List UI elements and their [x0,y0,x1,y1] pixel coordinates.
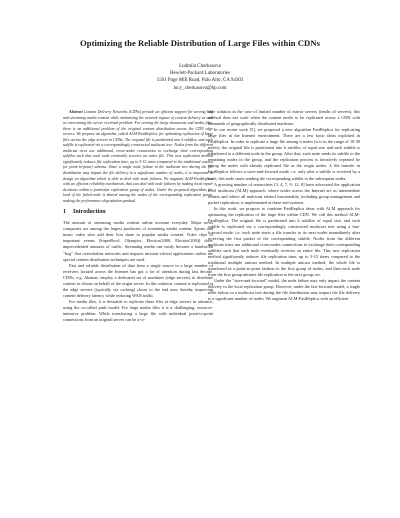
body-paragraph: Fast and reliable distribution of data from a single source to a large number of receivers located across the Internet has got a lot of attention during last decade. CDNs, e.g. Akamai, employ a dedicated set of machines (edge servers) to distribute content to clients on behalf of the origin server. In this solution, content is replicated at the edge servers (typically via caching) closer to the end user, thereby improving content delivery latency while reducing WAN traffic. [63,262,213,298]
abstract-label: Abstract [69,109,83,114]
author-email: lucy_cherkasova@hp.com [173,85,227,91]
section-number: 1 [63,209,66,216]
section-title: Introduction [73,209,106,216]
author-address: 1501 Page Mill Road, Palo Alto, CA 94303 [156,78,244,84]
body-paragraph: Under the "store-and-forward" model, the node failure may only impact the content delivery in the local replication group. However, under the fast-forward model, a single node failure in a multicast tree during the file distribution may impact the file delivery to a significant number of nodes. We augment ALM-FastReplica with an efficient [208,278,360,302]
author-name: Ludmila Cherkasova [179,64,221,69]
paper-title: Optimizing the Reliable Distribution of Large Files within CDNs [80,38,320,48]
abstract-text: Content Delivery Networks (CDNs) provide an efficient support for serving http and streaming media content while minimizing the network impact of content delivery as well as overcoming the server overload problem. For serving the large documents and media files, there is an additional problem of the original content distribution across the CDN edge servers. We propose an algorithm, called ALM-FastReplica, for optimizing replication of large files across the edge servers in CDNs. The original file is partitioned into k subfiles, and each subfile is replicated via a correspondingly constructed multicast tree. Nodes from the different multicast trees use additional, cross-nodes connections to exchange their corresponding subfiles such that each node eventually receives an entire file. This new replication method significantly reduces file replication time, up to 5-15 times compared to the traditional unicast (or point-to-point) schema. Since a single node failure in the multicast tree during the file distribution may impact the file delivery to a significant number of nodes, it is important to design an algorithm which is able to deal with node failures. We augment ALM-FastReplica with an efficient reliability mechanism, that can deal with node failures by making local repair decisions within a particular replication group of nodes. Under the proposed algorithm, the load of the failed node is shared among the nodes of the corresponding replication group, making the performance degradation gradual. [63,109,213,203]
abstract [63,109,213,203]
body-paragraph: In our recent work [5], we proposed a new algorithm FastReplica for replicating large files in the Internet environment. There are a few basic ideas exploited in FastReplica. In order to replicate a large file among n nodes (n is in the range of 10-30 nodes), the original file is partitioned into k subfiles of equal size and each subfile is transferred to a different node in the group. After that, each node sends its subfile to the remaining nodes in the group, and the replication process is iteratively repeated by taking the nodes with already replicated file as the origin nodes. A file transfer in FastReplica follows a store-and-forward mode, i.e. only after a subfile is received by a node, this node starts sending the corresponding subfile to the subsequent nodes. [208,127,360,181]
author-block [0,63,400,92]
author-affiliation: Hewlett-Packard Laboratories [169,71,231,77]
right-column [208,109,360,303]
body-paragraph: The amount of streaming media content online increase everyday. Major news companies are among the largest producers of streaming media content. Sports and music video sites add their lion share to popular media content. Video clips of important events (SuperBowl, Olympics, Election'2000, Election'2004) drew unprecedented amounts of traffic. Streaming media can easily become a bandwidth "hog" that overwhelms networks and impacts mission-critical applications unless the special content distribution techniques are used. [63,220,213,262]
body-paragraph: For media files, it is desirable to replicate these files at edge servers in advance, using the so-called push model. For large media files it is a challenging, resource-intensive problem. While transferring a large file with individual point-to-point connections from an original server can be a vi- [63,298,213,323]
body-paragraph: In this work, we propose to combine FastReplica ideas with ALM approach for optimizing the replication of the large files within CDN. We call this method ALM-FastReplica. The original file is partitioned into k subfiles of equal size, and each subfile is replicated via a correspondingly constructed multicast tree using a fast-forward mode, i.e. each node starts a file transfer to its next nodes immediately after receiving the first packet of the corresponding subfile. Nodes from the different multicast trees use additional cross-nodes connections to exchange their corresponding subfiles such that each node eventually receives an entire file. This new replication method significantly reduces file replication time, up to 5-15 times compared to the traditional multiple unicast method. In multiple unicast method, the whole file is transferred in a point-to-point fashion to the first group of nodes, and then each node from the first group initiates file replication to the next group, etc. [208,205,360,278]
section-heading [63,209,213,216]
body-paragraph: A growing number of researchers [3, 4, 7, 9, 12, 8] have advocated the application level multicast (ALM) approach, where nodes across the Internet act as intermediate routers and where all multicast related functionality, including group management and packet replication, is implemented at these end systems. [208,181,360,205]
left-column [63,109,213,323]
body-paragraph: able solution in the case of limited number of mirror servers (tenths of servers), this method does not scale when the content needs to be replicated across a CDN with thousands of geographically distributed machines. [208,109,360,127]
